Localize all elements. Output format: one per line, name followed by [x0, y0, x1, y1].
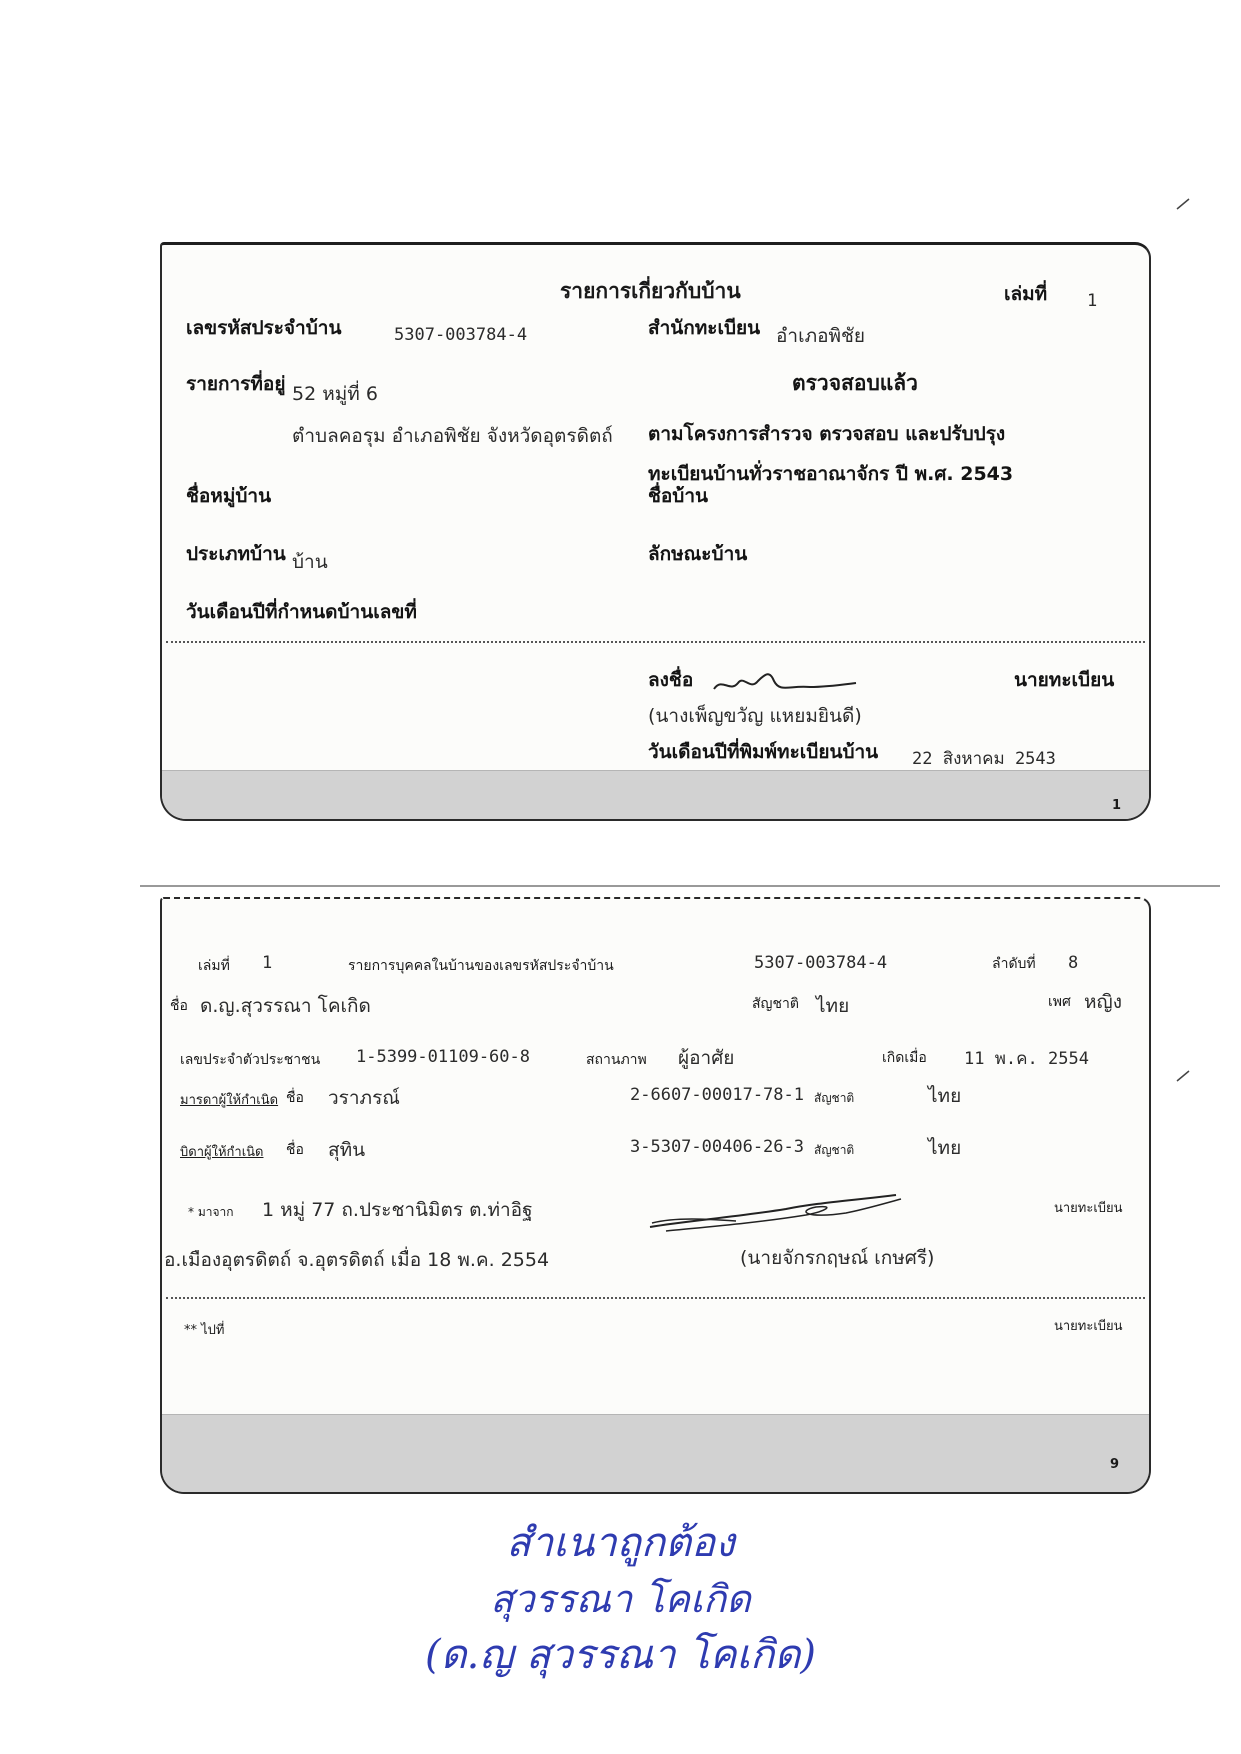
father-label: บิดาผู้ให้กำเนิด	[180, 1145, 264, 1160]
volume-value: 1	[1087, 291, 1098, 311]
address-line1: 52 หมู่ที่ 6	[292, 383, 378, 405]
registrar-signature	[646, 1191, 906, 1235]
mother-id-value: 2-6607-00017-78-1	[630, 1085, 804, 1105]
father-id-value: 3-5307-00406-26-3	[630, 1137, 804, 1157]
village-label: ชื่อหมู่บ้าน	[186, 485, 272, 507]
address-label: รายการที่อยู่	[186, 373, 286, 395]
page-number: 9	[1109, 1457, 1119, 1472]
nationality-label: สัญชาติ	[752, 996, 799, 1012]
volume-label: เล่มที่	[198, 958, 230, 974]
sex-value: หญิง	[1084, 991, 1122, 1013]
house-code-value: 5307-003784-4	[394, 325, 528, 345]
name-value: ด.ญ.สุวรรณา โคเกิด	[200, 995, 371, 1017]
order-label: ลำดับที่	[992, 956, 1036, 972]
father-name-label: ชื่อ	[286, 1142, 304, 1158]
handwritten-signature-name: สุวรรณา โคเกิด	[490, 1577, 751, 1621]
from-line1: 1 หมู่ 77 ถ.ประชานิมิตร ต.ท่าอิฐ	[262, 1199, 533, 1221]
volume-value: 1	[262, 953, 273, 973]
card-title: รายการเกี่ยวกับบ้าน	[560, 279, 741, 303]
office-label: สำนักทะเบียน	[648, 317, 761, 339]
page-fold-line	[140, 880, 1220, 892]
order-value: 8	[1068, 953, 1079, 973]
scan-mark	[1176, 1070, 1190, 1082]
from-line2: อ.เมืองอุตรดิตถ์ จ.อุตรดิตถ์ เมื่อ 18 พ.ค. 2554	[164, 1249, 550, 1271]
stamp-line2: ทะเบียนบ้านทั่วราชอาณาจักร ปี พ.ศ. 2543	[648, 463, 1014, 485]
mother-nat-value: ไทย	[928, 1085, 962, 1107]
nationality-value: ไทย	[816, 995, 850, 1017]
status-label: สถานภาพ	[586, 1052, 647, 1068]
number-date-label: วันเดือนปีที่กำหนดบ้านเลขที่	[186, 601, 417, 623]
house-details-card	[160, 242, 1151, 821]
house-type-value: บ้าน	[292, 551, 328, 573]
card-footer-band	[162, 1414, 1149, 1492]
certified-copy-text: สำเนาถูกต้อง	[506, 1520, 735, 1566]
mother-name-value: วราภรณ์	[328, 1087, 400, 1109]
mother-label: มารดาผู้ให้กำเนิด	[180, 1093, 279, 1108]
volume-label: เล่มที่	[1004, 283, 1048, 305]
id-label: เลขประจำตัวประชาชน	[180, 1052, 321, 1068]
id-value: 1-5399-01109-60-8	[356, 1047, 530, 1067]
father-nat-value: ไทย	[928, 1137, 962, 1159]
divider	[166, 641, 1145, 643]
page-number: 1	[1111, 798, 1121, 813]
house-code-label: เลขรหัสประจำบ้าน	[186, 317, 342, 339]
stamp-line1: ตามโครงการสำรวจ ตรวจสอบ และปรับปรุง	[648, 423, 1006, 445]
sex-label: เพศ	[1048, 994, 1071, 1010]
house-code-value: 5307-003784-4	[754, 953, 888, 973]
house-name-label: ชื่อบ้าน	[648, 485, 709, 507]
father-name-value: สุทิน	[328, 1139, 366, 1161]
card-footer-band	[162, 770, 1149, 819]
to-label: ** ไปที่	[184, 1323, 225, 1338]
signature-mark	[710, 663, 860, 697]
header-label: รายการบุคคลในบ้านของเลขรหัสประจำบ้าน	[348, 958, 614, 974]
house-feature-label: ลักษณะบ้าน	[648, 543, 748, 565]
divider	[166, 1297, 1145, 1299]
registrar-label: นายทะเบียน	[1054, 1201, 1123, 1216]
person-record-card	[160, 897, 1151, 1494]
name-label: ชื่อ	[170, 998, 188, 1014]
status-value: ผู้อาศัย	[678, 1047, 735, 1069]
address-line2: ตำบลคอรุม อำเภอพิชัย จังหวัดอุตรดิตถ์	[292, 425, 613, 447]
registrar-name: (นางเพ็ญขวัญ แหยมยินดี)	[648, 705, 862, 727]
father-nat-label: สัญชาติ	[814, 1143, 855, 1157]
stamp-title: ตรวจสอบแล้ว	[792, 371, 918, 395]
handwritten-full-name: (ด.ญ สุวรรณา โคเกิด)	[425, 1632, 816, 1678]
born-label: เกิดเมื่อ	[882, 1050, 927, 1066]
print-date-label: วันเดือนปีที่พิมพ์ทะเบียนบ้าน	[648, 741, 879, 763]
registrar-label-2: นายทะเบียน	[1054, 1319, 1123, 1334]
from-label: * มาจาก	[188, 1205, 234, 1219]
house-type-label: ประเภทบ้าน	[186, 543, 286, 565]
scan-mark	[1176, 198, 1190, 210]
registrar-label: นายทะเบียน	[1014, 669, 1115, 691]
mother-name-label: ชื่อ	[286, 1090, 304, 1106]
print-date-value: 22 สิงหาคม 2543	[912, 749, 1056, 769]
signed-label: ลงชื่อ	[648, 669, 694, 691]
born-value: 11 พ.ค. 2554	[964, 1049, 1089, 1069]
mother-nat-label: สัญชาติ	[814, 1091, 855, 1105]
office-value: อำเภอพิชัย	[776, 325, 866, 347]
registrar-name: (นายจักรกฤษณ์ เกษศรี)	[740, 1247, 935, 1269]
